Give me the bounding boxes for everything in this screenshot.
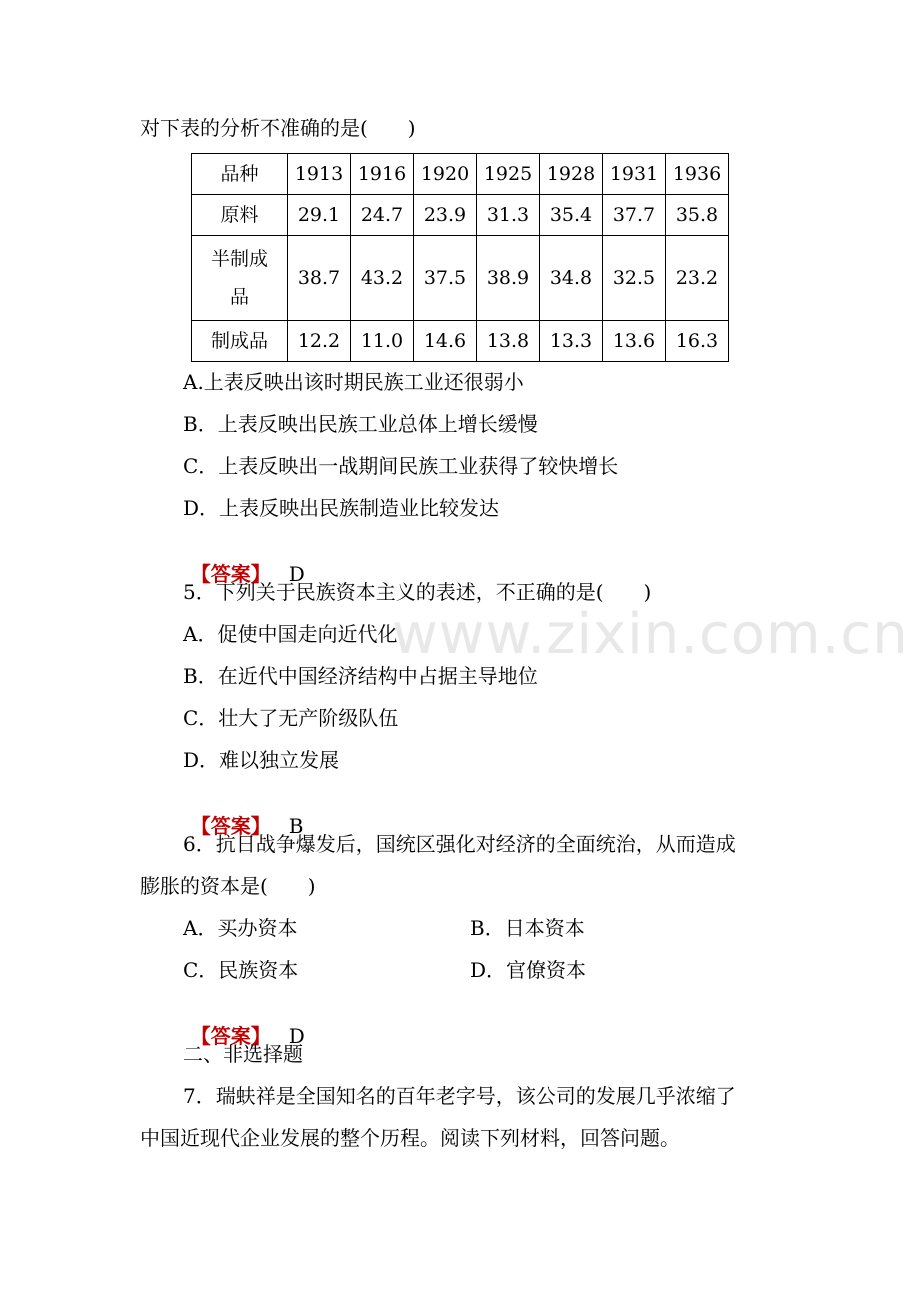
q5-option-d: D．难以独立发展 <box>183 748 340 772</box>
table-header-row <box>192 154 729 195</box>
q5-option-a: A．促使中国走向近代化 <box>183 622 398 646</box>
q4-option-b: B．上表反映出民族工业总体上增长缓慢 <box>183 412 538 436</box>
answer-tag: 【答案】 <box>190 562 271 586</box>
q7-line2: 中国近现代企业发展的整个历程。阅读下列材料，回答问题。 <box>140 1126 680 1150</box>
header-cell: 1916 <box>351 154 414 195</box>
table-cell: 16.3 <box>666 321 729 362</box>
answer-value: D <box>288 562 305 586</box>
q5-option-c: C．壮大了无产阶级队伍 <box>183 706 399 730</box>
table-cell: 37.5 <box>414 236 477 321</box>
q6-option-b: B．日本资本 <box>470 916 585 940</box>
table-cell: 31.3 <box>477 195 540 236</box>
table-cell: 43.2 <box>351 236 414 321</box>
table-cell: 23.9 <box>414 195 477 236</box>
table-row <box>192 321 729 362</box>
q5-answer <box>178 790 303 838</box>
table-cell: 32.5 <box>603 236 666 321</box>
table-cell: 14.6 <box>414 321 477 362</box>
answer-tag: 【答案】 <box>190 814 271 838</box>
q4-option-a: A.上表反映出该时期民族工业还很弱小 <box>183 370 524 394</box>
q5-stem: 5．下列关于民族资本主义的表述，不正确的是( ) <box>183 580 652 604</box>
section-heading: 二、非选择题 <box>183 1042 303 1066</box>
table-cell: 13.3 <box>540 321 603 362</box>
header-cell: 1931 <box>603 154 666 195</box>
table-cell: 34.8 <box>540 236 603 321</box>
header-cell: 1928 <box>540 154 603 195</box>
row-label: 制成品 <box>192 321 288 362</box>
row-label: 原料 <box>192 195 288 236</box>
q4-answer <box>178 538 305 586</box>
table-cell: 35.4 <box>540 195 603 236</box>
q4-option-c: C．上表反映出一战期间民族工业获得了较快增长 <box>183 454 619 478</box>
table-cell: 38.9 <box>477 236 540 321</box>
header-cell: 1920 <box>414 154 477 195</box>
table-cell: 23.2 <box>666 236 729 321</box>
table-cell: 13.6 <box>603 321 666 362</box>
data-table <box>191 153 729 362</box>
answer-value: D <box>288 1024 305 1048</box>
q6-option-c: C．民族资本 <box>183 958 299 982</box>
table-cell: 35.8 <box>666 195 729 236</box>
table-cell: 37.7 <box>603 195 666 236</box>
q6-answer <box>178 1000 305 1048</box>
q6-stem-line2: 膨胀的资本是( ) <box>140 874 316 898</box>
answer-value: B <box>288 814 304 838</box>
header-cell: 1913 <box>288 154 351 195</box>
q6-option-a: A．买办资本 <box>183 916 298 940</box>
table-cell: 29.1 <box>288 195 351 236</box>
q6-option-d: D．官僚资本 <box>470 958 587 982</box>
table-row <box>192 195 729 236</box>
header-cell: 1925 <box>477 154 540 195</box>
table-cell: 24.7 <box>351 195 414 236</box>
header-cell: 品种 <box>192 154 288 195</box>
table-cell: 12.2 <box>288 321 351 362</box>
table-cell: 11.0 <box>351 321 414 362</box>
q6-stem-line1: 6．抗日战争爆发后，国统区强化对经济的全面统治，从而造成 <box>183 832 736 856</box>
q4-stem: 对下表的分析不准确的是( ) <box>140 116 416 140</box>
q4-option-d: D．上表反映出民族制造业比较发达 <box>183 496 500 520</box>
q5-option-b: B．在近代中国经济结构中占据主导地位 <box>183 664 538 688</box>
row-label-line: 品 <box>229 286 249 308</box>
q7-line1: 7．瑞蚨祥是全国知名的百年老字号，该公司的发展几乎浓缩了 <box>183 1084 736 1108</box>
header-cell: 1936 <box>666 154 729 195</box>
watermark: www.zixin.com.cn <box>392 602 909 667</box>
answer-tag: 【答案】 <box>190 1024 271 1048</box>
table-cell: 13.8 <box>477 321 540 362</box>
table-cell: 38.7 <box>288 236 351 321</box>
table-row <box>192 236 729 321</box>
row-label-line: 半制成 <box>210 248 268 270</box>
row-label <box>192 236 288 321</box>
